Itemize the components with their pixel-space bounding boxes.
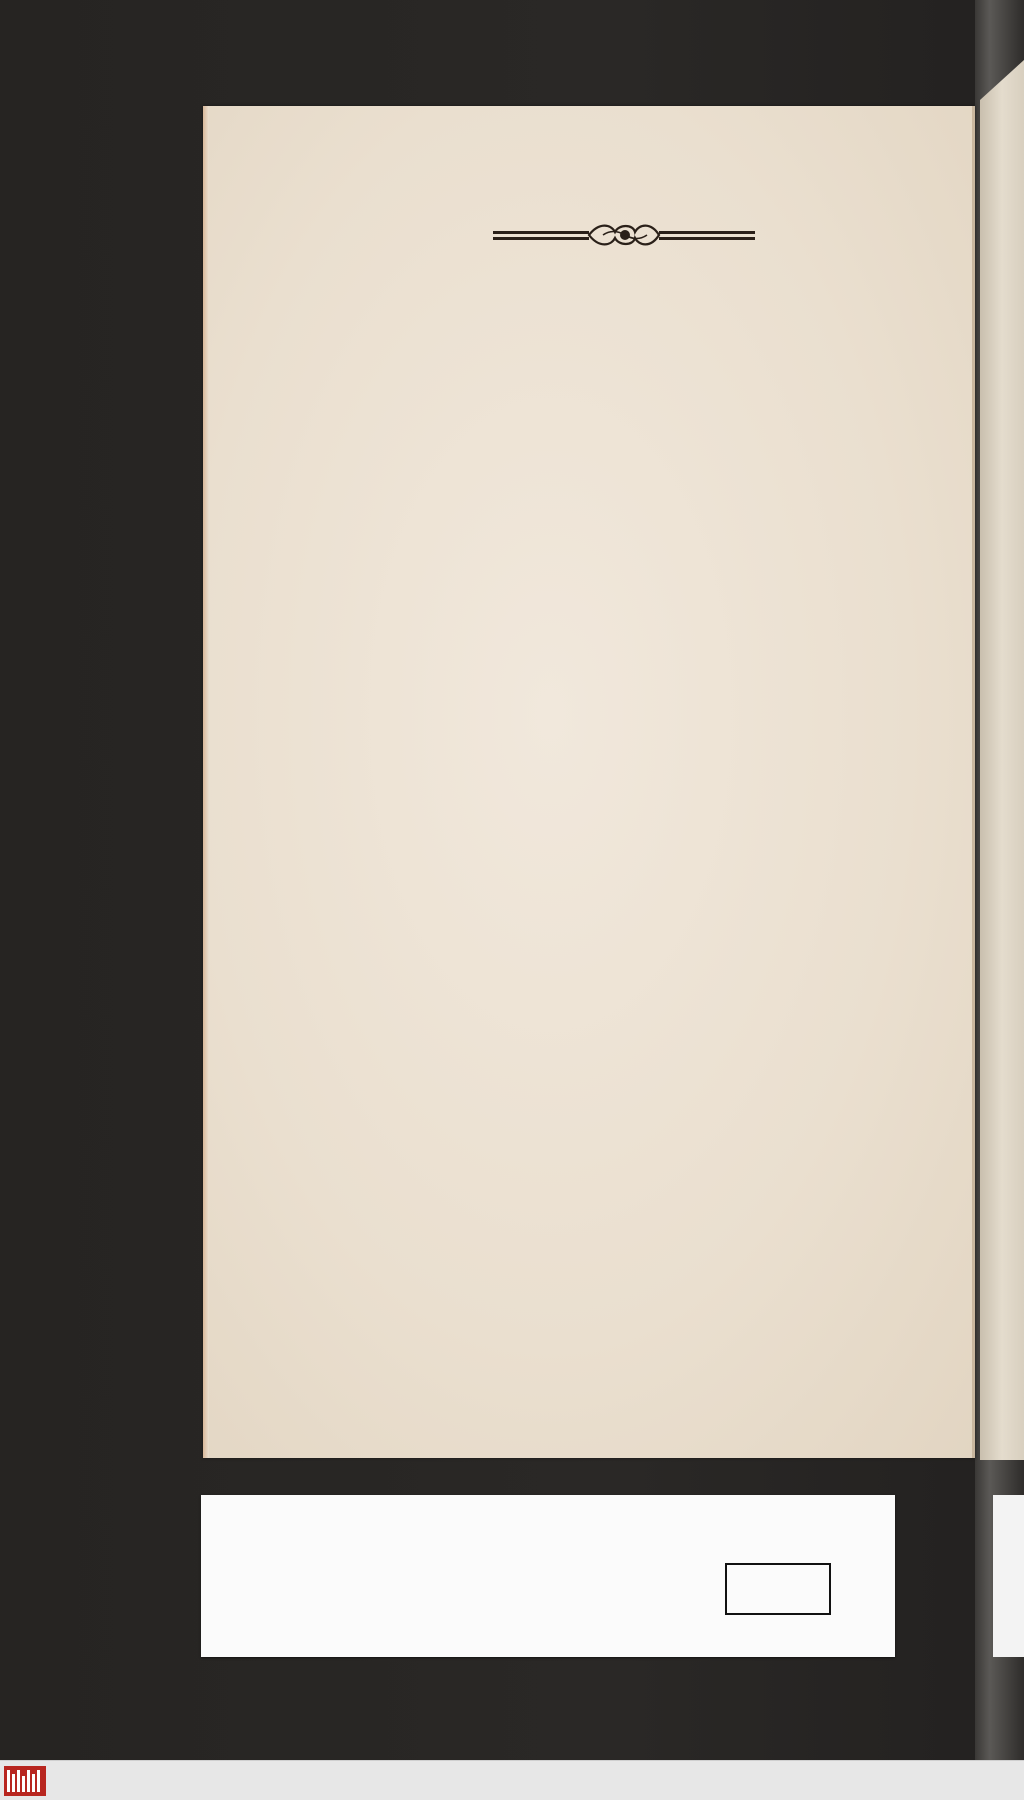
header-ornament-icon bbox=[493, 220, 755, 250]
second-color-card-edge bbox=[993, 1495, 1024, 1657]
viewer-footer bbox=[0, 1760, 1024, 1800]
adjacent-page-edge bbox=[980, 60, 1024, 1460]
ruler-scale bbox=[247, 1563, 577, 1653]
hab-logo-icon bbox=[4, 1766, 46, 1796]
hab-color-card bbox=[201, 1495, 895, 1657]
gray-scale-swatches bbox=[725, 1563, 831, 1615]
book-page bbox=[203, 106, 975, 1458]
